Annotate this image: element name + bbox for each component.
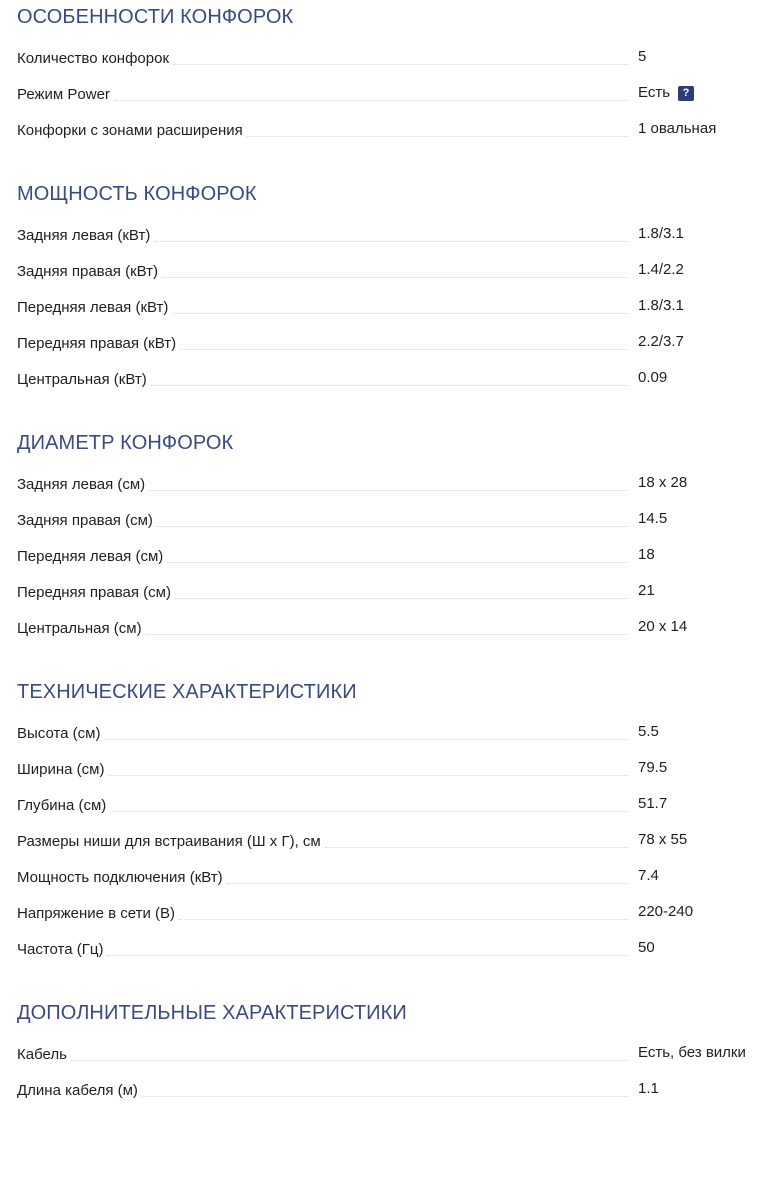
spec-row <box>17 224 767 260</box>
section-title: ДИАМЕТР КОНФОРОК <box>17 432 234 454</box>
spec-value: 7.4 <box>638 867 659 884</box>
spec-label: Конфорки с зонами расширения <box>17 121 247 141</box>
spec-label: Ширина (см) <box>17 760 108 780</box>
spec-list <box>17 47 767 155</box>
spec-label: Частота (Гц) <box>17 940 107 960</box>
leader-dots <box>114 99 627 101</box>
specs-page <box>17 0 767 1115</box>
spec-row <box>17 83 767 119</box>
spec-row <box>17 830 767 866</box>
spec-value: 21 <box>638 582 655 599</box>
leader-dots <box>104 738 627 740</box>
section-technical-specs <box>17 675 767 974</box>
section-title: ОСОБЕННОСТИ КОНФОРОК <box>17 6 294 28</box>
spec-value: 1.8/3.1 <box>638 297 684 314</box>
spec-label: Задняя правая (см) <box>17 511 157 531</box>
spec-value: 0.09 <box>638 369 668 386</box>
leader-dots <box>179 918 627 920</box>
leader-dots <box>110 810 627 812</box>
help-icon[interactable]: ? <box>678 86 694 101</box>
leader-dots <box>146 633 627 635</box>
leader-dots <box>247 135 627 137</box>
spec-value: 18 <box>638 546 655 563</box>
spec-label: Передняя правая (кВт) <box>17 334 180 354</box>
spec-label: Задняя левая (кВт) <box>17 226 154 246</box>
spec-value: 14.5 <box>638 510 668 527</box>
spec-row <box>17 368 767 404</box>
spec-row <box>17 866 767 902</box>
section-title: ТЕХНИЧЕСКИЕ ХАРАКТЕРИСТИКИ <box>17 681 357 703</box>
spec-value: 79.5 <box>638 759 668 776</box>
spec-row <box>17 47 767 83</box>
spec-row <box>17 581 767 617</box>
spec-row <box>17 758 767 794</box>
spec-row <box>17 902 767 938</box>
spec-row <box>17 794 767 830</box>
spec-row <box>17 545 767 581</box>
section-burner-diameter <box>17 426 767 653</box>
leader-dots <box>227 882 627 884</box>
spec-list <box>17 722 767 974</box>
spec-label: Центральная (см) <box>17 619 146 639</box>
leader-dots <box>154 240 627 242</box>
spec-value: 5.5 <box>638 723 659 740</box>
spec-label: Длина кабеля (м) <box>17 1081 142 1101</box>
spec-row <box>17 1079 767 1115</box>
spec-label: Мощность подключения (кВт) <box>17 868 227 888</box>
spec-row <box>17 722 767 758</box>
spec-row <box>17 473 767 509</box>
spec-row <box>17 617 767 653</box>
spec-value: 5 <box>638 48 647 65</box>
spec-row <box>17 119 767 155</box>
spec-value: 1.4/2.2 <box>638 261 684 278</box>
spec-label: Передняя левая (кВт) <box>17 298 172 318</box>
spec-label: Кабель <box>17 1045 71 1065</box>
spec-value: 1 овальная <box>638 120 717 137</box>
section-burner-power <box>17 177 767 404</box>
spec-label: Задняя левая (см) <box>17 475 149 495</box>
spec-label: Количество конфорок <box>17 49 173 69</box>
spec-value: 50 <box>638 939 655 956</box>
spec-row <box>17 332 767 368</box>
spec-label: Передняя правая (см) <box>17 583 175 603</box>
spec-row <box>17 296 767 332</box>
leader-dots <box>162 276 627 278</box>
section-additional-specs <box>17 996 767 1115</box>
spec-value: 20 x 14 <box>638 618 688 635</box>
spec-label: Режим Power <box>17 85 114 105</box>
spec-value: Есть <box>638 84 671 101</box>
spec-row <box>17 1043 767 1079</box>
spec-list <box>17 224 767 404</box>
spec-row <box>17 260 767 296</box>
spec-value: 51.7 <box>638 795 668 812</box>
leader-dots <box>157 525 627 527</box>
section-burner-features <box>17 0 767 155</box>
leader-dots <box>180 348 627 350</box>
leader-dots <box>107 954 627 956</box>
leader-dots <box>173 63 627 65</box>
leader-dots <box>142 1095 627 1097</box>
spec-label: Передняя левая (см) <box>17 547 167 567</box>
leader-dots <box>167 561 627 563</box>
leader-dots <box>172 312 627 314</box>
spec-value: 1.1 <box>638 1080 659 1097</box>
spec-list <box>17 473 767 653</box>
spec-label: Напряжение в сети (В) <box>17 904 179 924</box>
spec-label: Глубина (см) <box>17 796 110 816</box>
leader-dots <box>71 1059 627 1061</box>
leader-dots <box>151 384 627 386</box>
leader-dots <box>175 597 627 599</box>
spec-row <box>17 509 767 545</box>
leader-dots <box>325 846 627 848</box>
spec-value: 18 x 28 <box>638 474 688 491</box>
spec-value: 2.2/3.7 <box>638 333 684 350</box>
leader-dots <box>108 774 627 776</box>
leader-dots <box>149 489 627 491</box>
spec-value-with-help <box>638 83 694 103</box>
spec-label: Размеры ниши для встраивания (Ш х Г), см <box>17 832 325 852</box>
spec-label: Задняя правая (кВт) <box>17 262 162 282</box>
section-title: ДОПОЛНИТЕЛЬНЫЕ ХАРАКТЕРИСТИКИ <box>17 1002 407 1024</box>
spec-value: 220-240 <box>638 903 694 920</box>
spec-list <box>17 1043 767 1115</box>
spec-row <box>17 938 767 974</box>
spec-value: Есть, без вилки <box>638 1044 746 1061</box>
section-title: МОЩНОСТЬ КОНФОРОК <box>17 183 257 205</box>
spec-value: 1.8/3.1 <box>638 225 684 242</box>
spec-label: Высота (см) <box>17 724 104 744</box>
spec-value: 78 x 55 <box>638 831 688 848</box>
spec-label: Центральная (кВт) <box>17 370 151 390</box>
